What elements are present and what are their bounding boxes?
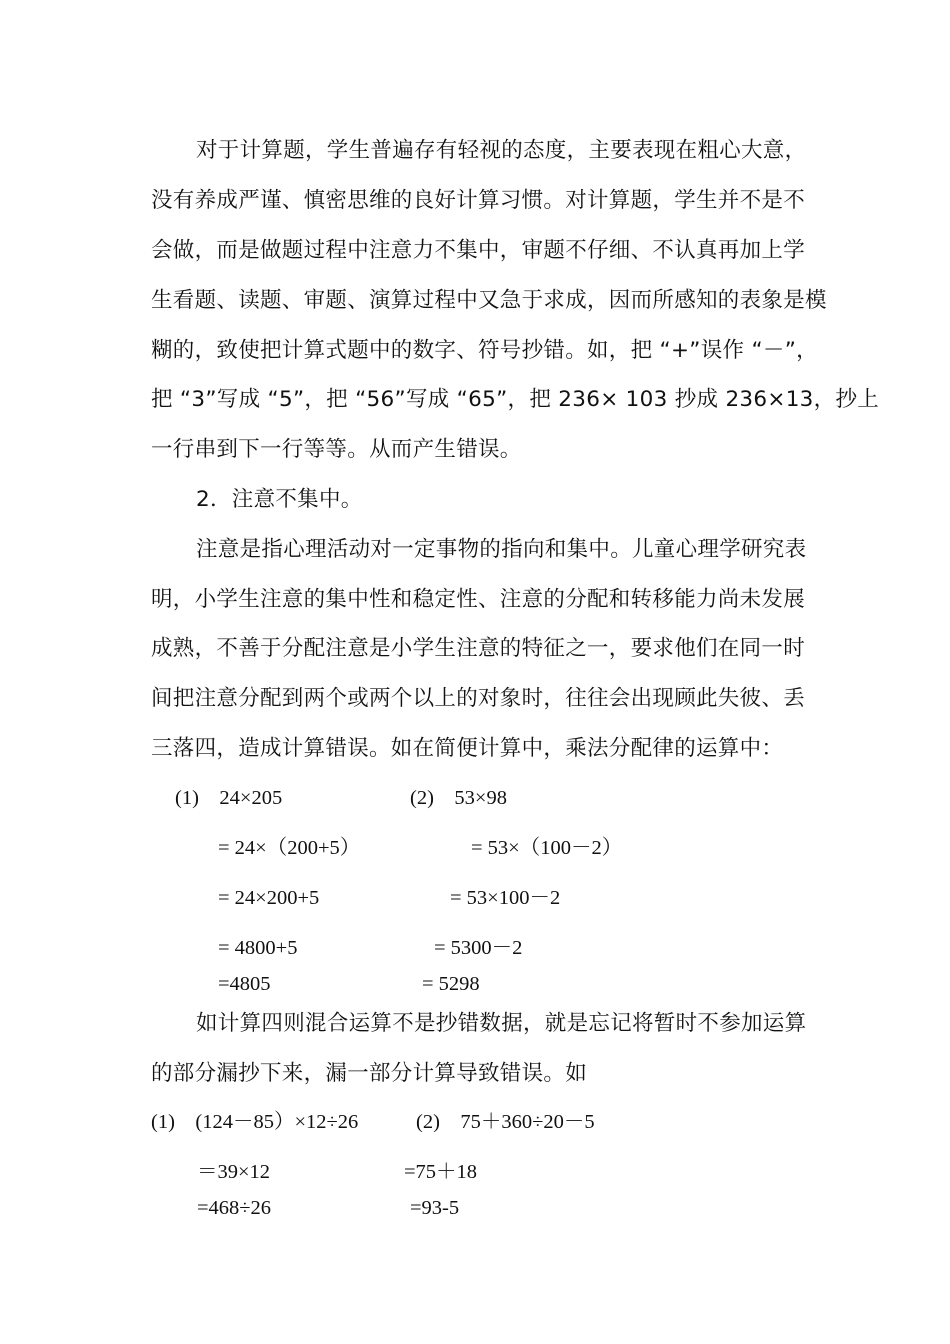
text-line: 生看题、读题、审题、演算过程中又急于求成，因而所感知的表象是模 (151, 288, 827, 313)
text-line: 一行串到下一行等等。从而产生错误。 (151, 437, 522, 462)
text-line: 间把注意分配到两个或两个以上的对象时，往往会出现顾此失彼、丢 (151, 686, 806, 711)
text-line: 对于计算题，学生普遍存有轻视的态度，主要表现在粗心大意， (196, 138, 807, 163)
math-line: = 4800+5 (218, 937, 298, 959)
math-line: =93-5 (410, 1197, 460, 1219)
text-line: 三落四，造成计算错误。如在简便计算中，乘法分配律的运算中： (151, 736, 784, 761)
math-line: = 53×100－2 (450, 887, 561, 909)
math-line: =468÷26 (197, 1197, 272, 1219)
math-line: = 5300－2 (434, 937, 523, 959)
text-line: 注意是指心理活动对一定事物的指向和集中。儿童心理学研究表 (196, 537, 807, 562)
math-line: (1) (124－85）×12÷26 (151, 1111, 359, 1133)
math-line: = 24×（200+5） (218, 837, 361, 859)
text-line: 的部分漏抄下来，漏一部分计算导致错误。如 (151, 1061, 588, 1086)
text-line: 把 “3”写成 “5”，把 “56”写成 “65”，把 236× 103 抄成 236×13，抄上 (151, 387, 880, 412)
math-line: (2) 75＋360÷20－5 (416, 1111, 595, 1133)
math-line: = 5298 (422, 973, 480, 995)
math-line: = 53×（100－2） (471, 837, 623, 859)
math-line: (2) 53×98 (410, 787, 507, 809)
text-line: 没有养成严谨、慎密思维的良好计算习惯。对计算题，学生并不是不 (151, 188, 806, 213)
text-line: 会做，而是做题过程中注意力不集中，审题不仔细、不认真再加上学 (151, 238, 806, 263)
text-line: 成熟，不善于分配注意是小学生注意的特征之一，要求他们在同一时 (151, 636, 806, 661)
text-line: 糊的，致使把计算式题中的数字、符号抄错。如，把 “+”误作 “－”， (151, 338, 818, 363)
text-line: 明，小学生注意的集中性和稳定性、注意的分配和转移能力尚未发展 (151, 587, 806, 612)
math-line: ＝39×12 (197, 1161, 271, 1183)
math-line: = 24×200+5 (218, 887, 320, 909)
math-line: (1) 24×205 (175, 787, 283, 809)
text-line: 如计算四则混合运算不是抄错数据，就是忘记将暂时不参加运算 (196, 1011, 807, 1036)
math-line: =75＋18 (404, 1161, 478, 1183)
math-line: =4805 (218, 973, 271, 995)
section-heading: 2．注意不集中。 (196, 487, 363, 512)
